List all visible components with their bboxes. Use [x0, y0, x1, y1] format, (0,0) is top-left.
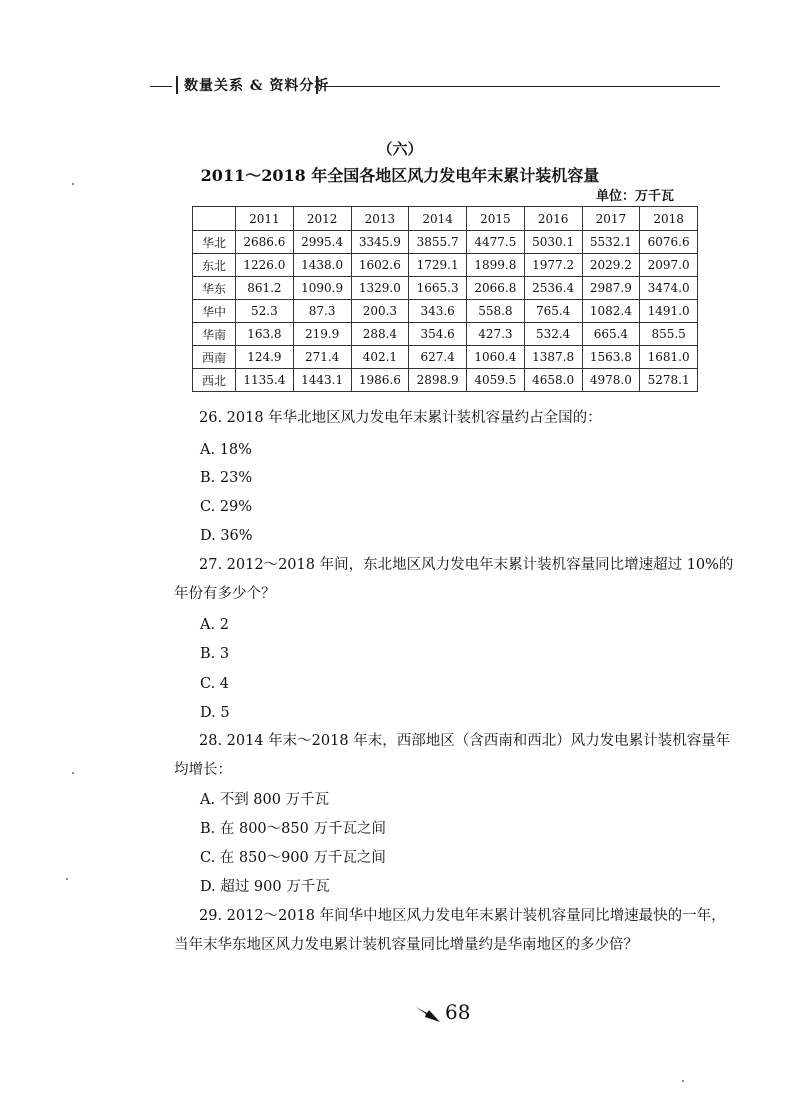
question-26: 26. 2018 年华北地区风力发电年末累计装机容量约占全国的： [199, 410, 602, 426]
table-cell: 2097.0 [640, 254, 698, 277]
table-cell: 1387.8 [524, 346, 582, 369]
table-cell: 2898.9 [409, 369, 467, 392]
table-cell: 532.4 [524, 323, 582, 346]
table-cell: 4658.0 [524, 369, 582, 392]
table-header-row [193, 207, 698, 231]
question-29-continued: 当年末华东地区风力发电累计装机容量同比增量约是华南地区的多少倍？ [174, 937, 638, 953]
table-title: 2011～2018 年全国各地区风力发电年末累计装机容量 [200, 166, 600, 185]
table-cell: 765.4 [524, 300, 582, 323]
table-row [193, 369, 698, 392]
region-label: 华东 [193, 277, 236, 300]
table-row [193, 346, 698, 369]
header-lead-rule [150, 86, 172, 87]
table-cell: 3474.0 [640, 277, 698, 300]
table-cell: 665.4 [582, 323, 640, 346]
question-27: 27. 2012～2018 年间，东北地区风力发电年末累计装机容量同比增速超过 10%的 [199, 557, 734, 573]
table-cell: 558.8 [467, 300, 525, 323]
data-table [192, 206, 698, 392]
table-cell: 4978.0 [582, 369, 640, 392]
year-header: 2018 [640, 207, 698, 231]
table-cell: 2029.2 [582, 254, 640, 277]
table-cell: 1082.4 [582, 300, 640, 323]
year-header: 2016 [524, 207, 582, 231]
table-cell: 1681.0 [640, 346, 698, 369]
table-cell: 3855.7 [409, 231, 467, 254]
table-cell: 1135.4 [236, 369, 294, 392]
header-title: 数量关系 & 资料分析 [184, 78, 330, 94]
table-cell: 87.3 [293, 300, 351, 323]
q27-option-d: D. 5 [200, 705, 230, 721]
year-header: 2013 [351, 207, 409, 231]
table-cell: 2066.8 [467, 277, 525, 300]
running-header [150, 74, 720, 98]
header-divider-left [176, 76, 178, 94]
scan-speck [66, 878, 68, 880]
year-header: 2011 [236, 207, 294, 231]
table-cell: 1438.0 [293, 254, 351, 277]
region-label: 西北 [193, 369, 236, 392]
table-cell: 5532.1 [582, 231, 640, 254]
table-cell: 343.6 [409, 300, 467, 323]
q27-option-a: A. 2 [200, 617, 229, 633]
table-cell: 5030.1 [524, 231, 582, 254]
question-28: 28. 2014 年末～2018 年末，西部地区（含西南和西北）风力发电累计装机容量年 [199, 733, 731, 749]
region-label: 华中 [193, 300, 236, 323]
table-cell: 4059.5 [467, 369, 525, 392]
table-row [193, 231, 698, 254]
table-cell: 402.1 [351, 346, 409, 369]
scan-speck [72, 183, 74, 185]
question-28-continued: 均增长： [174, 762, 232, 778]
table-cell: 1899.8 [467, 254, 525, 277]
q26-option-c: C. 29% [200, 499, 253, 515]
table-unit: 单位：万千瓦 [596, 189, 675, 204]
table-cell: 52.3 [236, 300, 294, 323]
region-label: 东北 [193, 254, 236, 277]
q28-option-a: A. 不到 800 万千瓦 [200, 792, 330, 808]
table-cell: 1226.0 [236, 254, 294, 277]
question-27-continued: 年份有多少个？ [174, 586, 276, 602]
table-cell: 1977.2 [524, 254, 582, 277]
q28-option-d: D. 超过 900 万千瓦 [200, 879, 330, 895]
table-cell: 288.4 [351, 323, 409, 346]
table-cell: 627.4 [409, 346, 467, 369]
page-number: 68 [445, 1000, 471, 1024]
scan-speck [682, 1080, 684, 1082]
table-cell: 427.3 [467, 323, 525, 346]
header-rule [322, 86, 720, 87]
table-cell: 1090.9 [293, 277, 351, 300]
table-cell: 4477.5 [467, 231, 525, 254]
year-header: 2015 [467, 207, 525, 231]
region-label: 华南 [193, 323, 236, 346]
table-cell: 124.9 [236, 346, 294, 369]
table-cell: 1602.6 [351, 254, 409, 277]
q27-option-c: C. 4 [200, 676, 230, 692]
table-cell: 271.4 [293, 346, 351, 369]
year-header: 2017 [582, 207, 640, 231]
table-cell: 3345.9 [351, 231, 409, 254]
table-row [193, 300, 698, 323]
scan-speck [72, 772, 74, 774]
table-cell: 163.8 [236, 323, 294, 346]
table-row [193, 277, 698, 300]
table-cell: 2686.6 [236, 231, 294, 254]
table-cell: 6076.6 [640, 231, 698, 254]
table-cell: 1060.4 [467, 346, 525, 369]
table-cell: 1665.3 [409, 277, 467, 300]
year-header: 2014 [409, 207, 467, 231]
table-cell: 354.6 [409, 323, 467, 346]
table-cell: 200.3 [351, 300, 409, 323]
year-header: 2012 [293, 207, 351, 231]
region-label: 西南 [193, 346, 236, 369]
table-cell: 855.5 [640, 323, 698, 346]
q26-option-d: D. 36% [200, 528, 253, 544]
table-cell: 861.2 [236, 277, 294, 300]
table-cell: 5278.1 [640, 369, 698, 392]
table-cell: 1986.6 [351, 369, 409, 392]
q26-option-b: B. 23% [200, 470, 253, 486]
header-divider-right [316, 76, 318, 94]
table-cell: 1563.8 [582, 346, 640, 369]
table-cell: 219.9 [293, 323, 351, 346]
table-corner-cell [193, 207, 236, 231]
table-cell: 1329.0 [351, 277, 409, 300]
table-cell: 1729.1 [409, 254, 467, 277]
table-cell: 1491.0 [640, 300, 698, 323]
table-row [193, 254, 698, 277]
region-label: 华北 [193, 231, 236, 254]
page-mark-icon [415, 1004, 441, 1024]
q27-option-b: B. 3 [200, 646, 230, 662]
section-number: （六） [377, 140, 423, 158]
q28-option-b: B. 在 800～850 万千瓦之间 [200, 821, 386, 837]
table-row [193, 323, 698, 346]
table-cell: 2987.9 [582, 277, 640, 300]
table-cell: 1443.1 [293, 369, 351, 392]
table-cell: 2995.4 [293, 231, 351, 254]
q28-option-c: C. 在 850～900 万千瓦之间 [200, 850, 386, 866]
q26-option-a: A. 18% [200, 442, 252, 458]
table-cell: 2536.4 [524, 277, 582, 300]
question-29: 29. 2012～2018 年间华中地区风力发电年末累计装机容量同比增速最快的一年， [199, 908, 726, 924]
